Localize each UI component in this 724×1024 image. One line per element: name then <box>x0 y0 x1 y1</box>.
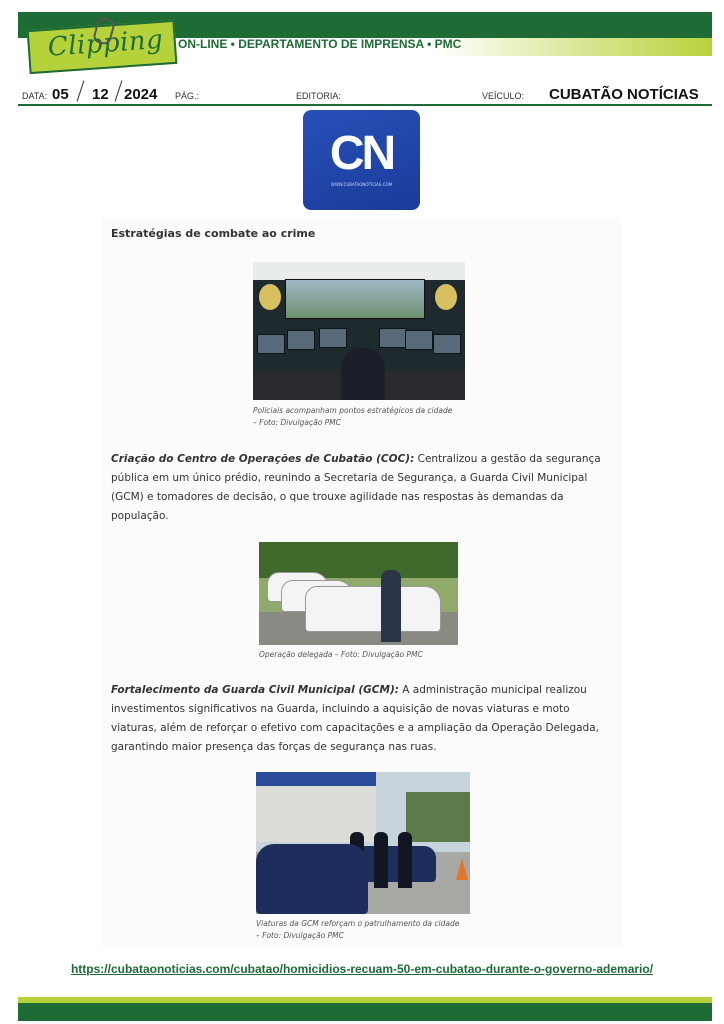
cn-logo-text: CN <box>329 127 394 180</box>
date-day: 05 <box>52 86 69 103</box>
monitor <box>405 330 433 350</box>
cn-logo <box>303 110 420 210</box>
vehicle-name: CUBATÃO NOTÍCIAS <box>549 86 699 103</box>
officer-figure <box>381 570 401 642</box>
photo2-caption: Operação delegada – Foto: Divulgação PMC <box>259 650 423 659</box>
paragraph-body: Centralizou a gestão da segurança pública em um único prédio, reunindo a Secretaria de Segurança, a Guarda Civil Municipal (GCM) e tomadores de decisão, o que trouxe agilidade nas respostas às demandas da população. <box>111 453 601 522</box>
footer-band-dark <box>18 1003 712 1021</box>
clipping-logo-text: Clipping <box>46 24 165 63</box>
page-label: PÁG.: <box>175 91 200 101</box>
source-link[interactable]: https://cubataonoticias.com/cubatao/homicidios-recuam-50-em-cubatao-durante-o-governo-ademario/ <box>70 962 654 976</box>
video-wall <box>285 279 425 319</box>
photo-gcm-team <box>256 772 470 914</box>
caption-line: – Foto: Divulgação PMC <box>253 418 341 427</box>
paragraph-body: A administração municipal realizou investimentos significativos na Guarda, incluindo a aquisição de novas viaturas e moto viaturas, além de reforçar o efetivo com capacitações e a ampliação da Operação Delegada, garantindo maior presença das forças de segurança nas ruas. <box>111 684 599 753</box>
paragraph-coc <box>111 450 611 526</box>
patrol-car <box>356 846 436 882</box>
photo-control-room <box>253 262 465 400</box>
monitor <box>433 334 461 354</box>
date-label: DATA: <box>22 91 48 101</box>
officer-figure <box>374 832 388 888</box>
caption-line: – Foto: Divulgação PMC <box>256 931 344 940</box>
date-month: 12 <box>92 86 109 103</box>
photo3-caption <box>256 918 459 942</box>
caption-line: Policiais acompanham pontos estratégicos da cidade <box>253 406 453 415</box>
vehicle-label: VEÍCULO: <box>482 91 525 101</box>
patrol-car <box>305 586 441 632</box>
monitor <box>319 328 347 348</box>
patrol-suv <box>256 844 368 914</box>
photo-vehicles <box>259 542 458 645</box>
paragraph-title: Fortalecimento da Guarda Civil Municipal (GCM): <box>111 684 399 696</box>
meta-row <box>22 80 712 106</box>
officer-figure <box>398 832 412 888</box>
paragraph-title: Criação do Centro de Operações de Cubatão (COC): <box>111 453 415 465</box>
editorial-label: EDITORIA: <box>296 91 341 101</box>
paragraph-gcm <box>111 681 611 757</box>
date-separator <box>77 80 85 101</box>
monitor <box>379 328 407 348</box>
building-facade <box>256 772 376 786</box>
photo-wall <box>253 262 465 280</box>
emblem-icon <box>435 284 457 310</box>
article-heading: Estratégias de combate ao crime <box>111 227 316 240</box>
photo1-caption <box>253 405 452 429</box>
hill <box>406 792 470 842</box>
traffic-cone <box>456 858 468 880</box>
cn-logo-tagline: WWW.CUBATAONOTICIAS.COM <box>330 182 393 187</box>
header-subtitle: ON-LINE • DEPARTAMENTO DE IMPRENSA • PMC <box>178 37 462 51</box>
meta-divider <box>18 104 712 106</box>
date-year: 2024 <box>124 86 158 103</box>
emblem-icon <box>259 284 281 310</box>
date-separator <box>115 80 123 101</box>
caption-line: Viaturas da GCM reforçam o patrulhamento da cidade <box>256 919 460 928</box>
monitor <box>287 330 315 350</box>
officer-figure <box>341 348 385 400</box>
monitor <box>257 334 285 354</box>
